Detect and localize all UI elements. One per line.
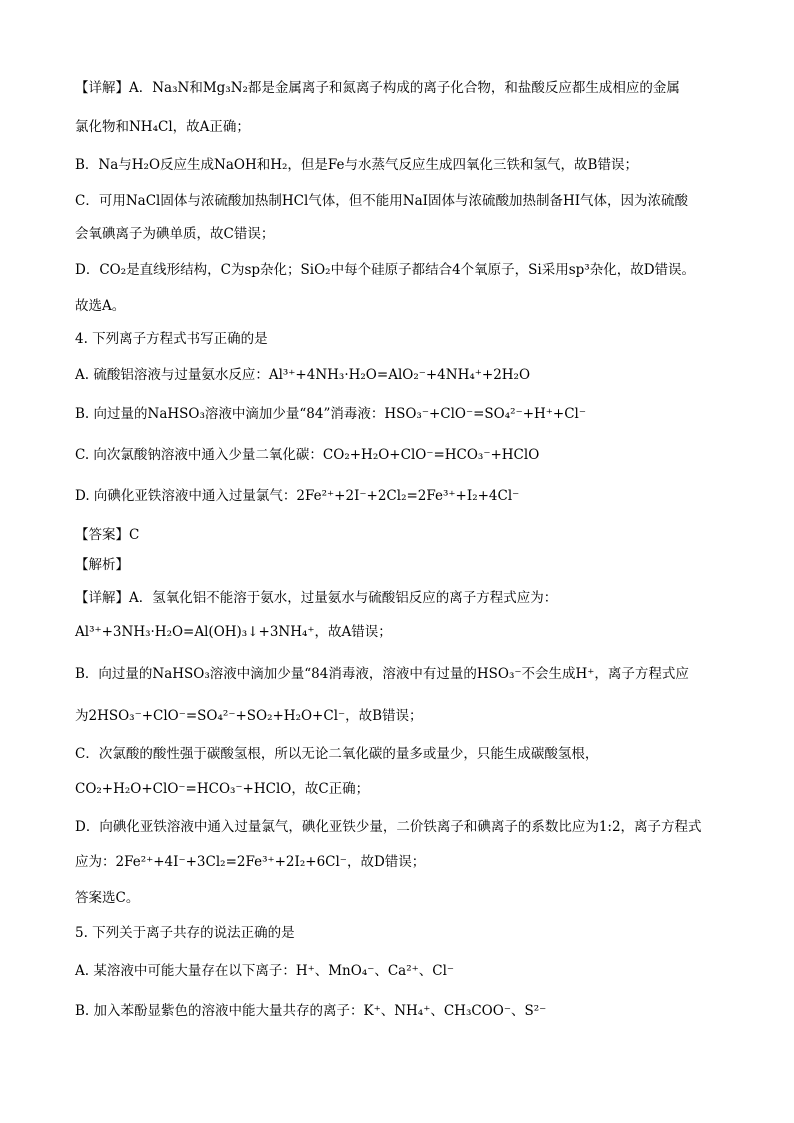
analysis-c-line-1: C．次氯酸的酸性强于碳酸氢根，所以无论二氧化碳的量多或量少，只能生成碳酸氢根，: [75, 746, 599, 762]
question-4-option-d: D. 向碘化亚铁溶液中通入过量氯气：2Fe²⁺+2I⁻+2Cl₂=2Fe³⁺+I₂+4Cl⁻: [75, 488, 520, 504]
question-4-option-c: C. 向次氯酸钠溶液中通入少量二氧化碳：CO₂+H₂O+ClO⁻=HCO₃⁻+HClO: [75, 447, 540, 463]
analysis-a-line-2: Al³⁺+3NH₃·H₂O=Al(OH)₃↓+3NH₄⁺，故A错误；: [75, 624, 392, 640]
explanation-a-line-1: 【详解】A．Na₃N和Mg₃N₂都是金属离子和氮离子构成的离子化合物，和盐酸反应都生成相应的金属: [75, 80, 680, 96]
answer-summary-3: 故选A。: [75, 298, 126, 314]
question-5-option-b: B. 加入苯酚显紫色的溶液中能大量共存的离子：K⁺、NH₄⁺、CH₃COO⁻、S²⁻: [75, 1003, 547, 1019]
explanation-c-line-2: 会氧碘离子为碘单质，故C错误；: [75, 226, 275, 242]
question-5-stem: 5. 下列关于离子共存的说法正确的是: [75, 925, 295, 941]
question-4-option-a: A. 硫酸铝溶液与过量氨水反应：Al³⁺+4NH₃·H₂O=AlO₂⁻+4NH₄⁺+2H₂O: [75, 367, 531, 383]
analysis-c-line-2: CO₂+H₂O+ClO⁻=HCO₃⁻+HClO，故C正确；: [75, 781, 370, 797]
analysis-d-line-1: D．向碘化亚铁溶液中通入过量氯气，碘化亚铁少量，二价铁离子和碘离子的系数比应为1:2，离子方程式: [75, 819, 702, 835]
explanation-c-line-1: C．可用NaCl固体与浓硫酸加热制HCl气体，但不能用NaI固体与浓硫酸加热制备HI气体，因为浓硫酸: [75, 193, 689, 209]
explanation-b: B．Na与H₂O反应生成NaOH和H₂，但是Fe与水蒸气反应生成四氧化三铁和氢气，故B错误；: [75, 157, 638, 173]
answer-label: 【答案】C: [75, 527, 140, 543]
analysis-b-line-1: B．向过量的NaHSO₃溶液中滴加少量“84消毒液，溶液中有过量的HSO₃⁻不会生成H⁺，离子方程式应: [75, 666, 689, 682]
analysis-a-line-1: 【详解】A．氢氧化铝不能溶于氨水，过量氨水与硫酸铝反应的离子方程式应为：: [75, 590, 558, 606]
analysis-d-line-2: 应为：2Fe²⁺+4I⁻+3Cl₂=2Fe³⁺+2I₂+6Cl⁻，故D错误；: [75, 854, 426, 870]
answer-summary-4: 答案选C。: [75, 890, 140, 906]
question-4-option-b: B. 向过量的NaHSO₃溶液中滴加少量“84”消毒液：HSO₃⁻+ClO⁻=SO₄²⁻+H⁺+Cl⁻: [75, 406, 586, 422]
explanation-a-line-2: 氯化物和NH₄Cl，故A正确；: [75, 119, 250, 135]
analysis-label: 【解析】: [75, 557, 129, 573]
analysis-b-line-2: 为2HSO₃⁻+ClO⁻=SO₄²⁻+SO₂+H₂O+Cl⁻，故B错误；: [75, 708, 423, 724]
question-5-option-a: A. 某溶液中可能大量存在以下离子：H⁺、MnO₄⁻、Ca²⁺、Cl⁻: [75, 963, 455, 979]
explanation-d: D．CO₂是直线形结构，C为sp杂化；SiO₂中每个硅原子都结合4个氧原子，Si采用sp³杂化，故D错误。: [75, 262, 696, 278]
question-4-stem: 4. 下列离子方程式书写正确的是: [75, 331, 268, 347]
